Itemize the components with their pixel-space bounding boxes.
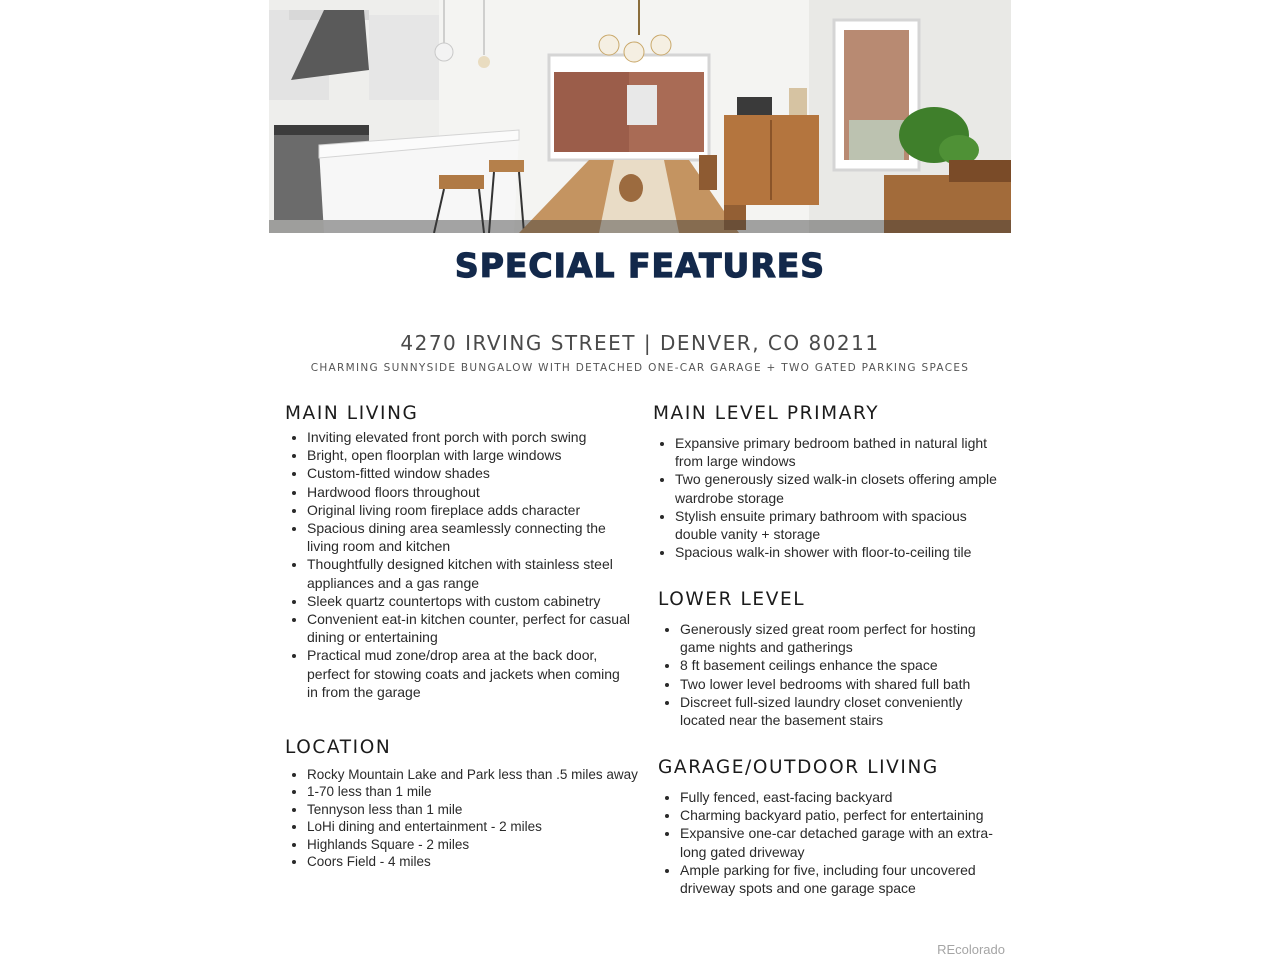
list-item: • Discreet full-sized laundry closet conveniently located near the basement stairs xyxy=(680,693,998,729)
list-item: • Highlands Square - 2 miles xyxy=(307,836,645,853)
section-heading: MAIN LIVING xyxy=(285,403,419,424)
list-item: • Generously sized great room perfect for hosting game nights and gatherings xyxy=(680,620,998,656)
property-address: 4270 IRVING STREET | DENVER, CO 80211 xyxy=(400,331,880,355)
list-item: • Rocky Mountain Lake and Park less than .5 miles away xyxy=(307,766,645,783)
list-item: • Charming backyard patio, perfect for entertaining xyxy=(680,806,998,824)
section-heading: LOWER LEVEL xyxy=(658,589,806,610)
section-heading: MAIN LEVEL PRIMARY xyxy=(653,403,880,424)
section-main-living xyxy=(285,403,630,701)
list-item: • Sleek quartz countertops with custom cabinetry xyxy=(307,592,630,610)
list-item: • Custom-fitted window shades xyxy=(307,464,630,482)
list-item: • 1-70 less than 1 mile xyxy=(307,783,645,800)
section-heading: LOCATION xyxy=(285,737,392,758)
list-item: • Inviting elevated front porch with porch swing xyxy=(307,428,630,446)
list-item: • Two lower level bedrooms with shared full bath xyxy=(680,675,998,693)
kitchen-dining-photo xyxy=(269,0,1011,233)
list-item: • Spacious dining area seamlessly connecting the living room and kitchen xyxy=(307,519,630,555)
list-item: • Coors Field - 4 miles xyxy=(307,853,645,870)
section-main-level-primary xyxy=(653,403,1003,561)
page-title: SPECIAL FEATURES xyxy=(454,246,826,285)
property-tagline: CHARMING SUNNYSIDE BUNGALOW WITH DETACHED ONE-CAR GARAGE + TWO GATED PARKING SPACES xyxy=(310,362,970,374)
list-item: • Practical mud zone/drop area at the back door, perfect for stowing coats and jackets when coming in from the garage xyxy=(307,646,630,701)
list-item: • Spacious walk-in shower with floor-to-ceiling tile xyxy=(675,543,1003,561)
list-item: • Thoughtfully designed kitchen with stainless steel appliances and a gas range xyxy=(307,555,630,591)
list-item: • Expansive primary bedroom bathed in natural light from large windows xyxy=(675,434,1003,470)
list-item: • Expansive one-car detached garage with an extra-long gated driveway xyxy=(680,824,998,860)
list-item: • Convenient eat-in kitchen counter, perfect for casual dining or entertaining xyxy=(307,610,630,646)
list-item: • Stylish ensuite primary bathroom with spacious double vanity + storage xyxy=(675,507,1003,543)
section-garage-outdoor xyxy=(658,757,998,897)
list-item: • Two generously sized walk-in closets offering ample wardrobe storage xyxy=(675,470,1003,506)
feature-list xyxy=(653,434,1003,561)
feature-list xyxy=(285,766,645,870)
list-item: • Original living room fireplace adds character xyxy=(307,501,630,519)
list-item: • 8 ft basement ceilings enhance the space xyxy=(680,656,998,674)
source-credit: REcolorado xyxy=(937,942,1005,957)
section-heading: GARAGE/OUTDOOR LIVING xyxy=(658,757,939,778)
list-item: • Ample parking for five, including four uncovered driveway spots and one garage space xyxy=(680,861,998,897)
list-item: • Fully fenced, east-facing backyard xyxy=(680,788,998,806)
list-item: • Bright, open floorplan with large windows xyxy=(307,446,630,464)
list-item: • LoHi dining and entertainment - 2 miles xyxy=(307,818,645,835)
feature-list xyxy=(285,428,630,701)
list-item: • Tennyson less than 1 mile xyxy=(307,801,645,818)
section-lower-level xyxy=(658,589,998,729)
feature-list xyxy=(658,620,998,729)
section-location xyxy=(285,737,645,870)
list-item: • Hardwood floors throughout xyxy=(307,483,630,501)
feature-list xyxy=(658,788,998,897)
